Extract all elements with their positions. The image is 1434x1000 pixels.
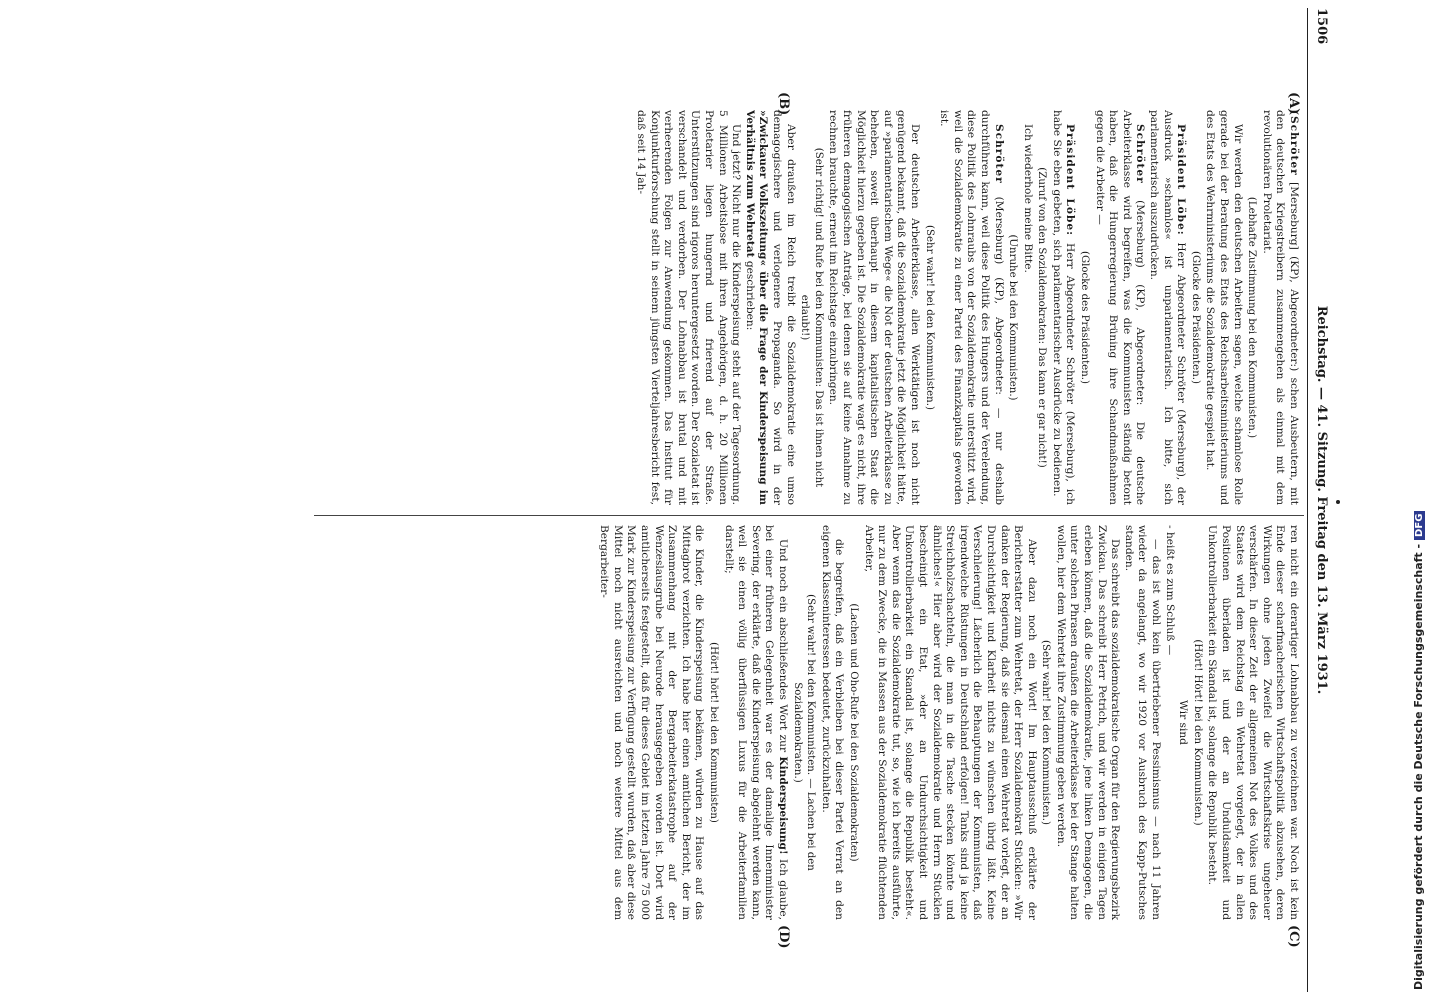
paragraph <box>1146 110 1187 505</box>
quotation: Und jetzt? Nicht nur die Kinderspeisung steht auf der Tagesordnung. 5 Millionen Arbeitslose mit ihren Angehörigen, d. h. 20 Millionen Proletarier liegen hungernd und frierend auf der Straße. Unterstützungen sind rigoros heruntergesetzt worden. Der Sozialetat ist verschandelt und verdorben. Der Lohnabbau ist brutal und mit verheerenden Folgen zur Anwendung gekommen. Das Institut für Konjunkturforschung stellt in seinem jüngsten Vierteljahresbericht fest, daß seit 14 Jah- <box>635 110 743 505</box>
left-column <box>634 110 1301 505</box>
margin-marker-d: (D) <box>776 925 791 949</box>
speaker-name: Schröter <box>1134 124 1147 184</box>
speaker-name: (Schröter <box>1288 110 1300 176</box>
stage-direction: (Sehr richtig! und Rufe bei den Kommunisten: Das ist ihnen nicht erlaubt!) <box>799 147 824 488</box>
paragraph-text: (Merseburg) (KP), Abgeordneter: Die deutsche Arbeiterklasse wird begreifen, was die Kommunisten ständig betont haben, daß die Hungerregierung Brüning ihre Schandmaßnahmen gegen die Arbeiter — <box>1093 110 1147 505</box>
margin-marker-b: (B) <box>776 92 791 116</box>
paragraph <box>1049 110 1076 505</box>
paragraph <box>937 110 1005 505</box>
paragraph-text: [Merseburg] (KP), Abgeordneter:) schen Ausbeutern, mit den deutschen Kriegstreibern zusammengehen als einmal mit dem revolutionären Proletariat. <box>1260 110 1300 505</box>
stage-direction: (Unruhe bei den Kommunisten.) <box>1007 234 1019 401</box>
page-title: Reichstag. — 41. Sitzung. Freitag den 13. März 1931. <box>1314 305 1329 695</box>
stage-direction: (Lachen und Oho-Rufe bei den Sozialdemokraten) <box>848 603 859 862</box>
speaker-name: Präsident Löbe: <box>1064 124 1077 236</box>
paragraph-text: (Merseburg) (KP), Abgeordneter: — nur deshalb durchführen kann, weil diese Politik des Hungers und der Verelendung, diese Politik des Lohnraubs von der Sozialdemokratie unterstützt wird, weil die Sozialdemokratie zu einer Partei des Finanzkapitals geworden ist. <box>938 110 1005 505</box>
paragraph: Der deutschen Arbeiterklasse, allen Werktätigen ist noch nicht genügend bekannt, daß die Sozialdemokratie jetzt die Möglichkeit hätte, auf »parlamentarischem Wege« die Not der deutschen Arbeiterklasse zu beheben, soweit überhaupt in diesem kapitalistischen Staat die Möglichkeit hierzu gegeben ist. Die Sozialdemokratie wagt es nicht, ihre früheren demagogischen Anträge, bei denen sie auf keine Annahme zu rechnen brauchte, erneut im Reichstage einzubringen. <box>827 110 921 505</box>
stage-direction: (Hört! Hört! bei den Kommunisten.) <box>1191 639 1203 826</box>
speaker-name: Schröter <box>992 124 1005 184</box>
stage-direction: (Glocke des Präsidenten.) <box>1189 251 1201 384</box>
paragraph: Ich wiederhole meine Bitte. <box>1021 124 1034 273</box>
emphasis-text: Kinderspeisung! <box>777 756 790 855</box>
stage-direction: (Glocke des Präsidenten.) <box>1079 251 1091 384</box>
stage-direction: (Sehr wahr! bei den Kommunisten.) <box>1040 640 1052 825</box>
margin-marker-a: (A) <box>1286 92 1301 115</box>
page-header <box>1307 8 1330 992</box>
paragraph: Das schreibt das sozialdemokratische Organ für den Regierungsbezirk Zwickau. Das schreibt Herr Petrich, und wir werden in einigen Tagen erleben können, daß die Sozialdemokratie, jene linken Demagogen, die unter solchen Phrasen draußen die Arbeiterklasse bei der Stange halten wollen, hier dem Wehretat ihre Zustimmung geben werden. <box>1054 525 1122 920</box>
paragraph-text: Und noch ein abschließendes Wort zur <box>777 539 790 753</box>
page-number: 1506 <box>1314 8 1329 45</box>
speaker-name: Präsident Löbe: <box>1175 124 1188 236</box>
paragraph <box>1259 110 1300 505</box>
paragraph: ren nicht ein derartiger Lohnabbau zu verzeichnen war. Noch ist kein Ende dieser scharfmacherischen Wirtschaftspolitik abzusehen, deren Wirkungen ohne jeden Zweifel die Wirtschaftskrise ungeheuer verschärfen. In dieser Zeit der allgemeinen Not des Volkes und des Staates wird dem Reichstag ein Wehretat vorgelegt, der in allen Positionen überladen ist und der an Unduldsamkeit und Unkontrollierbarkeit ein Skandal ist, solange die Republik besteht. <box>1206 525 1300 920</box>
column-divider <box>314 515 1304 516</box>
right-column <box>597 525 1300 920</box>
footer-text: Digitalisierung gefördert durch die Deutsche Forschungsgemeinschaft - <box>1412 543 1425 990</box>
digitization-footer <box>1408 0 1434 1000</box>
stage-direction: (Hört! hört! bei den Kommunisten) <box>708 642 720 823</box>
paragraph-text: Aber draußen im Reich treibt die Sozialdemokratie eine umso demagogischere und verlogenere Propaganda. So wird in der <box>771 110 797 505</box>
paragraph: die begreifen, daß ein Verbleiben bei dieser Partei Verrat an den eigenen Klasseninteressen bedeutet, zurückzuhalten. <box>819 525 846 920</box>
paragraph: Wir werden den deutschen Arbeitern sagen, welche schamlose Rolle gerade bei der Beratung des Etats des Reichsarbeitsministeriums und des Etats des Wehrministeriums die Sozialdemokratie gespielt hat. <box>1204 110 1244 505</box>
paragraph-text: geschrieben: <box>743 260 756 331</box>
paragraph: — das ist wohl kein übertriebener Pessimismus — nach 11 Jahren wieder da angelangt, wo wir 1920 vor Ausbruch des Kapp-Putsches standen. <box>1122 525 1163 920</box>
margin-marker-c: (C) <box>1286 925 1301 948</box>
paragraph-text: Herr Abgeordneter Schröter (Merseburg), ich habe Sie eben gebeten, sich parlamentarischer Ausdrücke zu bedienen. <box>1050 110 1077 505</box>
paragraph: - heißt es zum Schluß — <box>1163 525 1176 656</box>
stage-direction: (Sehr wahr! bei den Kommunisten.) <box>923 225 935 410</box>
paragraph <box>1092 110 1146 505</box>
emphasis-text: »Zwickauer Volkszeitung« über die Frage der Kinderspeisung im Verhältnis zum Wehretat <box>743 110 770 505</box>
paragraph <box>721 525 789 920</box>
stage-direction: (Lebhafte Zustimmung bei den Kommunisten.) <box>1246 196 1258 439</box>
footer-text-wrapper <box>1412 0 1432 990</box>
dfg-logo: DFG <box>1414 511 1425 540</box>
paragraph-text: Herr Abgeordneter Schröter (Merseburg), der Ausdruck »schamlos« ist unparlamentarisch. Ich bitte, sich parlamentarisch auszudrücken. <box>1148 110 1188 505</box>
paragraph <box>742 110 796 505</box>
page-dot <box>1336 500 1340 504</box>
paragraph: Aber dazu noch ein Wort! Im Hauptausschuß erklärte der Berichterstatter zum Wehretat, der Herr Sozialdemokrat Stücklen: »Wir danken der Regierung, daß sie diesmal einen Wehretat vorlegt, der an Durchsichtigkeit und Klarheit nichts zu wünschen übrig läßt. Keine Verschleierung! Lächerlich die Behauptungen der Kommunisten, daß irgendwelche Rüstungen in Deutschland erfolgen! Tanks sind ja keine Streichholzschachteln, die man in die Tasche stecken könnte und ähnliches!« Hier aber wird der Sozialdemokratie und Herrn Stücklen bescheinigt ein Etat, »der an Undurchsichtigkeit und Unkontrollierbarkeit ein Skandal ist, solange die Republik besteht«. Aber wenn das die Sozialdemokratie tut, so, wie ich bereits ausführte, nur zu dem Zwecke, die in Massen aus der Sozialdemokratie flüchtenden Arbeiter, <box>862 525 1038 920</box>
paragraph-text: Ich glaube, bei einer früheren Gelegenheit war es der damalige Innenminister Severing, der erklärte, daß die Kinderspeisung abgelehnt werden kann, weil sie einen völlig überflüssigen Luxus für die Arbeiterfamilien darstellt; <box>722 525 790 920</box>
paragraph: die Kinder, die Kinderspeisung bekämen, würden zu Hause auf das Mittagbrot verzichten. Ich habe hier einen amtlichen Bericht, der im Zusammenhang mit der Bergarbeiterkatastrophe auf der Wenzeslausgrube bei Neurode herausgegeben worden ist. Dort wird amtlicherseits festgestellt, daß für dieses Gebiet im letzten Jahre 75 000 Mark zur Kinderspeisung zur Verfügung gestellt wurden, daß aber diese Mittel noch nicht ausreichten und noch weitere Mittel aus dem Bergarbeiter- <box>598 525 706 920</box>
stage-direction: (Zuruf von den Sozialdemokraten: Das kann er gar nicht!) <box>1036 167 1048 468</box>
stage-direction: (Sehr wahr! bei den Kommunisten. — Lachen bei den Sozialdemokraten.) <box>791 594 817 871</box>
document-page <box>20 0 1400 1000</box>
paragraph: Wir sind <box>1177 700 1190 745</box>
